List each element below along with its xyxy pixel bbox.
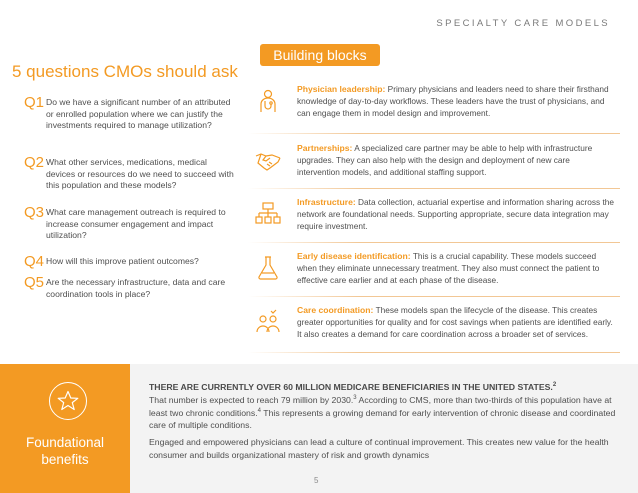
questions-title: 5 questions CMOs should ask	[12, 62, 238, 81]
block-text: This is a crucial capability. These models succeed when they eliminate unnecessary treatment. They also must connect the patient to effective care earlier and at each phase of the disease.	[297, 251, 600, 285]
question-number: Q4	[24, 253, 45, 270]
footnote-ref: 4	[257, 407, 261, 414]
question-text: Do we have a significant number of an attributed or enrolled population where we can justify the investments required to manage utilization?	[46, 97, 231, 130]
care-coordination-icon	[250, 304, 286, 340]
physician-icon	[250, 83, 286, 119]
star-icon	[49, 382, 87, 420]
question-number: Q2	[24, 154, 45, 171]
foundational-benefits-section	[0, 364, 638, 493]
flask-icon	[250, 250, 286, 286]
block-title: Early disease identification:	[297, 251, 411, 261]
question-text: Are the necessary infrastructure, data and care coordination tools in place?	[46, 277, 226, 299]
question-text: What care management outreach is required to increase consumer engagement and impact utilization?	[46, 207, 226, 240]
divider	[248, 296, 620, 297]
p1-part-b: According to CMS, more than two-thirds of this population have at least two chronic conditions.	[149, 394, 612, 418]
foundational-panel	[0, 364, 130, 493]
block-title: Partnerships:	[297, 143, 353, 153]
section-header: SPECIALTY CARE MODELS	[436, 18, 610, 29]
block-title: Physician leadership:	[297, 84, 386, 94]
handshake-icon	[250, 142, 286, 178]
divider	[248, 352, 620, 353]
org-chart-icon	[250, 196, 286, 232]
block-text: Data collection, actuarial expertise and information sharing across the network are foundational needs. Supporting appropriate, secure data integration may require investment.	[297, 197, 615, 231]
foundational-text	[149, 381, 619, 466]
question-number: Q3	[24, 204, 45, 221]
block-title: Care coordination:	[297, 305, 374, 315]
medicare-headline	[149, 381, 619, 394]
question-number: Q5	[24, 274, 45, 291]
p1-part-a: That number is expected to reach 79 million by 2030.	[149, 394, 354, 405]
footnote-ref: 2	[552, 382, 557, 389]
block-title: Infrastructure:	[297, 197, 356, 207]
building-blocks-title: Building blocks	[260, 44, 380, 66]
divider	[248, 242, 620, 243]
question-text: What other services, medications, medical devices or resources do we need to succeed with this population and these models?	[46, 157, 234, 190]
question-text: How will this improve patient outcomes?	[46, 256, 199, 266]
question-5	[24, 274, 234, 300]
block-text: Primary physicians and leaders need to share their firsthand knowledge of day-to-day workflows. These leaders have the trust of physicians, and can engage them in model design and improvement.	[297, 84, 609, 118]
block-text: A specialized care partner may be able to help with infrastructure upgrades. They can also help with the design and deployment of new care intervention models, and additional staffing support.	[297, 143, 593, 177]
footnote-ref: 3	[353, 394, 357, 401]
paragraph-2: Engaged and empowered physicians can lead a culture of continual improvement. This creates new value for the health consumer and builds organizational mastery of risk and growth dynamics	[149, 437, 609, 460]
paragraph-1	[149, 395, 615, 431]
divider	[248, 188, 620, 189]
question-3	[24, 204, 234, 242]
foundational-label: Foundational benefits	[25, 435, 105, 467]
headline-text: THERE ARE CURRENTLY OVER 60 MILLION MEDICARE BENEFICIARIES IN THE UNITED STATES.	[149, 382, 553, 392]
p1-part-c: This represents a growing demand for early intervention of chronic disease and coordinated care of multiple conditions.	[149, 407, 616, 431]
question-4	[24, 253, 234, 270]
question-2	[24, 154, 234, 192]
question-1	[24, 94, 234, 132]
page-number: 5	[314, 476, 319, 485]
question-number: Q1	[24, 94, 45, 111]
divider	[248, 133, 620, 134]
block-text: These models span the lifecycle of the disease. This creates greater opportunities for quality and for cost savings when patients are identified early. It also creates a demand for care coordination across a broader set of services.	[297, 305, 613, 339]
